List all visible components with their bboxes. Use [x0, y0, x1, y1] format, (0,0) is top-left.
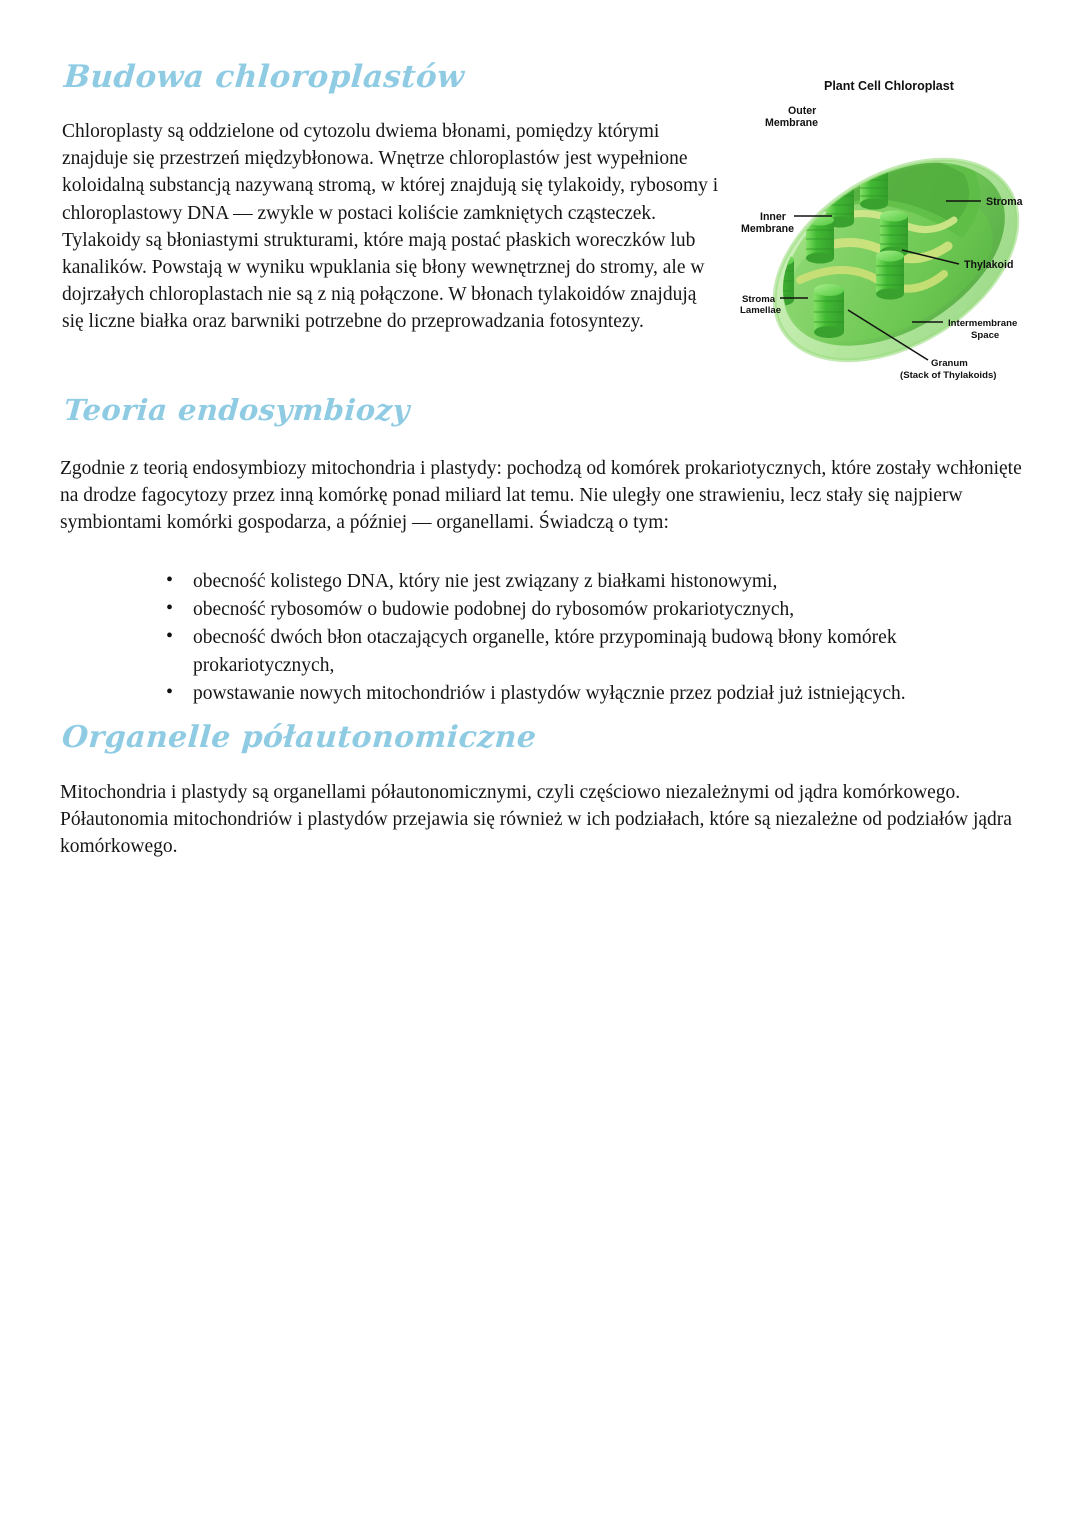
paragraph-organelle-polautonomiczne: Mitochondria i plastydy są organellami półautonomicznymi, czyli częściowo niezależnymi od jądra komórkowego. Półautonomia mitochondriów i plastydów przejawia się również w ich podziałach, które są niezależne od podziałów jądra komórkowego. [60, 782, 1012, 858]
chloroplast-diagram [740, 74, 1076, 404]
section-heading-teoria-endosymbiozy: Teoria endosymbiozy [62, 393, 412, 427]
diagram-title: Plant Cell Chloroplast [824, 79, 954, 93]
paragraph-teoria-endosymbiozy: Zgodnie z teorią endosymbiozy mitochondria i plastydy: pochodzą od komórek prokariotycznych, które zostały wchłonięte na drodze fagocytozy przez inną komórkę ponad miliard lat temu. Nie uległy one strawieniu, lecz stały się najpierw symbiontami komórki gospodarza, a później — organellami. Świadczą o tym: [60, 458, 1022, 534]
inner-membrane-label-line2: Membrane [741, 223, 794, 235]
outer-membrane-label-line2: Membrane [765, 117, 818, 129]
section-heading-budowa-chloroplastow: Budowa chloroplastów [62, 59, 466, 95]
granum-label-line1: Granum [931, 358, 968, 369]
list-item: • obecność kolistego DNA, który nie jest związany z białkami histonowymi, [160, 568, 1026, 596]
list-item: • obecność rybosomów o budowie podobnej do rybosomów prokariotycznych, [160, 596, 1026, 624]
granum-label-line2: (Stack of Thylakoids) [900, 370, 997, 381]
stroma-lamellae-label-line2: Lamellae [740, 305, 782, 316]
list-item: • obecność dwóch błon otaczających organelle, które przypominają budową błony komórek prokariotycznych, [160, 624, 1026, 679]
stroma-lamellae-label-line1: Stroma [742, 294, 776, 305]
section-heading-organelle-polautonomiczne: Organelle półautonomiczne [60, 720, 538, 755]
inner-membrane-label-line1: Inner [760, 211, 786, 223]
endosymbiosis-evidence-list [160, 568, 1026, 708]
intermembrane-label-line1: Intermembrane [948, 318, 1018, 329]
list-item: • powstawanie nowych mitochondriów i plastydów wyłącznie przez podział już istniejących. [160, 680, 1026, 708]
intermembrane-label-line2: Space [971, 330, 1000, 341]
thylakoid-label: Thylakoid [964, 259, 1014, 271]
diagram-label-outer-membrane [765, 105, 818, 129]
outer-membrane-label-line1: Outer [788, 105, 817, 117]
paragraph-budowa-chloroplastow: Chloroplasty są oddzielone od cytozolu dwiema błonami, pomiędzy którymi znajduje się przestrzeń międzybłonowa. Wnętrze chloroplastów jest wypełnione koloidalną substancją nazywaną stromą, w której znajdują się tylakoidy, rybosomy i chloroplastowy DNA — zwykle w postaci koliście zamkniętych cząsteczek. Tylakoidy są błoniastymi strukturami, które mają postać płaskich woreczków lub kanalików. Powstają w wyniku wpuklania się błony wewnętrznej do stromy, ale w dojrzałych chloroplastach nie są z nią połączone. W błonach tylakoidów znajdują się liczne białka oraz barwniki potrzebne do przeprowadzania fotosyntezy. [62, 121, 719, 333]
stroma-label: Stroma [986, 196, 1023, 208]
